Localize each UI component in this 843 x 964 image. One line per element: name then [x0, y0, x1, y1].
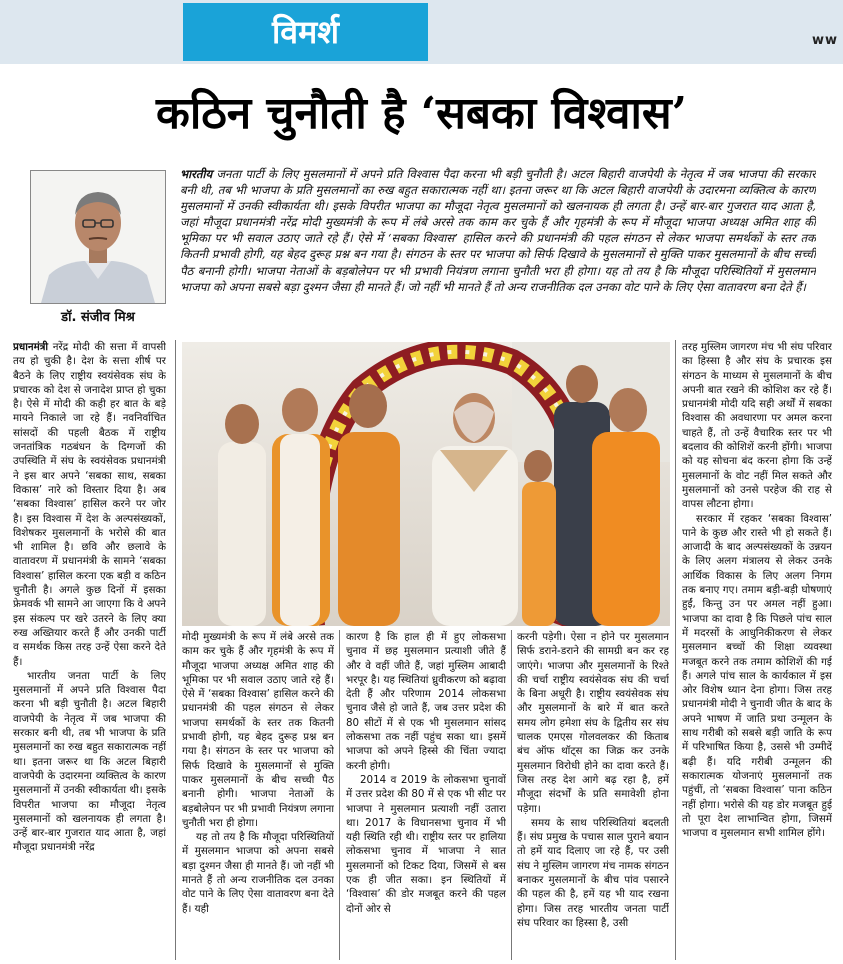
author-name: डॉ. संजीव मिश्र: [61, 310, 135, 325]
article-column-1: [13, 340, 166, 960]
column-rule-2: [339, 630, 340, 960]
column-5-para-2: सरकार में रहकर ‘सबका विश्वास’ पाने के कुछ और रास्ते भी हो सकते हैं। आजादी के बाद अल्पसंख्यकों के उन्नयन के लिए अलग मंत्रालय से लेकर उनके आर्थिक विकास के लिए अलग निगम तक बनाए गए। तमाम बड़ी-बड़ी घोषणाएं हुईं, किन्तु उन पर अमल नहीं हुआ। भाजपा का दावा है कि पिछले पांच साल में मदरसों के आधुनिकीकरण से लेकर मुसलमान बच्चों की शिक्षा व्यवस्था मजबूत करने तक तमाम कोशिशें की गई हैं। अगले पांच साल के कार्यकाल में इस ओर विशेष ध्यान देना होगा। जिस तरह प्रधानमंत्री मोदी ने चुनावी जीत के बाद के अपने भाषण में जाति प्रथा उन्मूलन के साथ गरीबी को सबसे बड़ी जाति के रूप में परिभाषित किया है, उससे भी उम्मीदें बढ़ी हैं। यदि गरीबी उन्मूलन की सकारात्मक योजनाएं मुसलमानों तक पहुंचीं, तो ‘सबका विश्वास’ पाना कठिन नहीं होगा। भरोसे की यह डोर मजबूत हुई तो पूरा देश लाभान्वित होगा, जिसमें भाजपा व मुसलमान सभी शामिल होंगे।: [682, 512, 832, 840]
column-rule-4: [675, 340, 676, 960]
column-rule-3: [511, 630, 512, 960]
article-column-2: [182, 630, 334, 960]
column-1-lead: प्रधानमंत्री: [13, 341, 49, 353]
column-1-para-1: [13, 340, 166, 669]
column-5-para-1: तरह मुस्लिम जागरण मंच भी संघ परिवार का हिस्सा है और संघ के प्रचारक इस संगठन के माध्यम से मुसलमानों के बीच अपनी बात रखने की कोशिश कर रहे हैं। प्रधानमंत्री मोदी यदि सही अर्थों में सबका विश्वास की अवधारणा पर अमल करना चाहते हैं, तो उन्हें वैचारिक स्तर पर भी बदलाव की कोशिशें करनी होंगी। भाजपा को यह सोचना बंद करना होगा कि उन्हें मुसलमानों के वोट नहीं मिल सकते और मुसलमानों को उनसे परहेज की राह से वापस लौटना होगा।: [682, 341, 832, 511]
column-4-para-2: समय के साथ परिस्थितियां बदलती हैं। संघ प्रमुख के पचास साल पुराने बयान तो हमें याद दिलाए जा रहे हैं, पर उसी संघ ने मुस्लिम जागरण मंच नामक संगठन बनाकर मुसलमानों के बीच पांव पसारने की पहल की है, हमें यह भी याद रखना होगा। जिस तरह भारतीय जनता पार्टी संघ परिवार का हिस्सा है, उसी: [517, 816, 669, 929]
section-label: विमर्श: [183, 3, 428, 61]
article-column-4: [517, 630, 669, 960]
headline: कठिन चुनौती है ‘सबका विश्वास’: [156, 88, 687, 139]
column-1-para-2: भारतीय जनता पार्टी के लिए मुसलमानों में अपने प्रति विश्वास पैदा करना भी बड़ी चुनौती है। अटल बिहारी वाजपेयी के नेतृत्व में जब भाजपा की सरकार बनी थी, तब भी भाजपा के प्रति मुसलमानों का रुख बहुत सकारात्मक नहीं था। इतना जरूर था कि अटल बिहारी वाजपेयी के उदारमना व्यक्तित्व के कारण मुसलमानों में उनकी स्वीकार्यता थी। इसके विपरीत भाजपा का मौजूदा नेतृत्व मुसलमानों को खलनायक ही लगता है। उन्हें बार-बार गुजरात याद आता है, जहां मौजूदा प्रधानमंत्री नरेंद्र: [13, 669, 166, 854]
column-4-para-1: करनी पड़ेगी। ऐसा न होने पर मुसलमान सिर्फ डराने-डराने की सामग्री बन कर रह जाएंगे। भाजपा और मुसलमानों के रिश्ते की चर्चा राष्ट्रीय स्वयंसेवक संघ की चर्चा के बिना अधूरी है। राष्ट्रीय स्वयंसेवक संघ और मुसलमानों के बारे में बात करते समय लोग हमेशा संघ के द्वितीय सर संघ चालक एमएस गोलवलकर की किताब बंच ऑफ थॉट्स का जिक्र कर उनके मुसलमान विरोधी होने का दावा करते हैं। जिस तरह देश आगे बढ़ रहा है, हमें मौजूदा संदर्भों के प्रति समावेशी होना पड़ेगा।: [517, 631, 669, 815]
column-2-para-1: मोदी मुख्यमंत्री के रूप में लंबे अरसे तक काम कर चुके हैं और गृहमंत्री के रूप में मौजूदा भाजपा अध्यक्ष अमित शाह की भूमिका पर भी सवाल उठाए जाते रहे हैं। ऐसे में ‘सबका विश्वास’ हासिल करने की प्रधानमंत्री की पहल संगठन से लेकर भाजपा समर्थकों के स्तर तक कितनी प्रभावी होगी, यह बेहद दुरूह प्रश्न बन गया है। संगठन के स्तर पर भाजपा को सिर्फ दिखावे के मुसलमानों से मुक्ति पाकर मुसलमानों के बीच सच्ची पैठ बनानी होगी। भाजपा नेताओं के बड़बोलेपन पर भी प्रभावी नियंत्रण लगाना चुनौती भरा ही होगा।: [182, 631, 334, 829]
intro-blurb: [180, 166, 816, 338]
column-1-para-1-text: नरेंद्र मोदी की सत्ता में वापसी तय हो चुकी है। देश के सत्ता शीर्ष पर बैठने के लिए राष्ट्रीय स्वयंसेवक संघ के प्रचारक को देश से जनादेश प्राप्त हो चुका है। ऐसे में मोदी की कही हर बात के बड़े मायने निकाले जा रहे हैं। नवनिर्वाचित सांसदों की पहली बैठक में राष्ट्रीय जनतांत्रिक गठबंधन के दिग्गजों की उपस्थिति में संघ के स्वयंसेवक प्रधानमंत्री ने इस बार अपने ‘सबका साथ, सबका विकास’ नारे को विस्तार दिया है। अब ‘सबका विश्वास’ हासिल करने पर जोर है। इस विश्वास में देश के अल्पसंख्यकों, विशेषकर मुसलमानों के भरोसे की बात भी शामिल है। छवि और छलावे के वातावरण में प्रधानमंत्री के सामने ‘सबका विश्वास’ हासिल करना एक बड़ी व कठिन चुनौती है। अगले कुछ दिनों में इसका फ्रेमवर्क भी सामने आ जाएगा कि वे अपने इस संकल्प पर खरे उतरने के लिए क्या रुख अख्तियार करते हैं और उनकी पार्टी व समर्थक किस तरह उन्हें ऐसा करने देते हैं।: [13, 341, 166, 668]
main-news-photo: [182, 342, 670, 626]
column-3-para-2: 2014 व 2019 के लोकसभा चुनावों में उत्तर प्रदेश की 80 में से एक भी सीट पर भाजपा ने मुसलमान प्रत्याशी नहीं उतारा था। 2017 के विधानसभा चुनाव में भी यही स्थिति रही थी। राष्ट्रीय स्तर पर हालिया लोकसभा चुनाव में भाजपा ने सात मुसलमानों को टिकट दिया, जिसमें से बस एक ही जीत सका। इन स्थितियों में ‘विश्वास’ की डोर मजबूत करने की पहल दोनों ओर से: [346, 773, 506, 915]
intro-text: जनता पार्टी के लिए मुसलमानों में अपने प्रति विश्वास पैदा करना भी बड़ी चुनौती है। अटल बिहारी वाजपेयी के नेतृत्व में जब भाजपा की सरकार बनी थी, तब भी भाजपा के प्रति मुसलमानों का रुख बहुत सकारात्मक नहीं था। इतना जरूर था कि अटल बिहारी वाजपेयी के उदारमना व्यक्तित्व के कारण मुसलमानों में उनकी स्वीकार्यता थी। इसके विपरीत भाजपा का मौजूदा नेतृत्व मुसलमानों को खलनायक ही लगता है। उन्हें बार-बार गुजरात याद आता है, जहां मौजूदा प्रधानमंत्री नरेंद्र मोदी मुख्यमंत्री के रूप में लंबे अरसे तक काम कर चुके हैं और गृहमंत्री के रूप में मौजूदा भाजपा अध्यक्ष अमित शाह की भूमिका पर भी सवाल उठाए जाते रहे हैं। ऐसे में ‘सबका विश्वास’ हासिल करने की प्रधानमंत्री की पहल संगठन से लेकर भाजपा समर्थकों के स्तर तक कितनी प्रभावी होगी, यह बेहद दुरूह प्रश्न बन गया है। संगठन के स्तर पर भाजपा को सिर्फ दिखावे के मुसलमानों से मुक्ति पाकर मुसलमानों के बीच सच्ची पैठ बनानी होगी। भाजपा नेताओं के बड़बोलेपन पर भी प्रभावी नियंत्रण लगाना चुनौती भरा ही होगा। यह तो तय है कि मौजूदा परिस्थितियों में मुसलमान भाजपा को अपना सबसे बड़ा दुश्मन जैसा ही मानते हैं। जो नहीं भी मानते हैं तो अन्य राजनीतिक दल उनका वोट पाने के लिए ऐसा वातावरण बना देते हैं।: [180, 167, 816, 294]
column-2-para-2: यह तो तय है कि मौजूदा परिस्थितियों में मुसलमान भाजपा को अपना सबसे बड़ा दुश्मन जैसा ही मानते हैं। जो नहीं भी मानते हैं तो अन्य राजनीतिक दल उनका वोट पाने के लिए ऐसा वातावरण बना देते हैं। यही: [182, 831, 334, 915]
author-portrait-image: [31, 171, 165, 303]
site-url-fragment: ww: [812, 33, 839, 48]
article-column-3: [346, 630, 506, 960]
column-rule-1: [175, 340, 176, 960]
column-3-para-1: कारण है कि हाल ही में हुए लोकसभा चुनाव में छह मुसलमान प्रत्याशी जीते हैं और वे वहीं जीते हैं, जहां मुस्लिम आबादी भरपूर है। यह स्थितियां ध्रुवीकरण को बढ़ावा देती हैं और परिणाम 2014 लोकसभा चुनाव जैसे हो जाते हैं, जब उत्तर प्रदेश की 80 सीटों में से एक भी मुसलमान सांसद लोकसभा तक नहीं पहुंच सका था। इसमें भाजपा को अपने हिस्से की चिंता ज्यादा करनी होगी।: [346, 631, 506, 772]
article-column-5: [682, 340, 832, 960]
author-photo: [30, 170, 166, 304]
intro-lead: भारतीय: [180, 167, 213, 181]
event-photo-image: [182, 342, 670, 626]
